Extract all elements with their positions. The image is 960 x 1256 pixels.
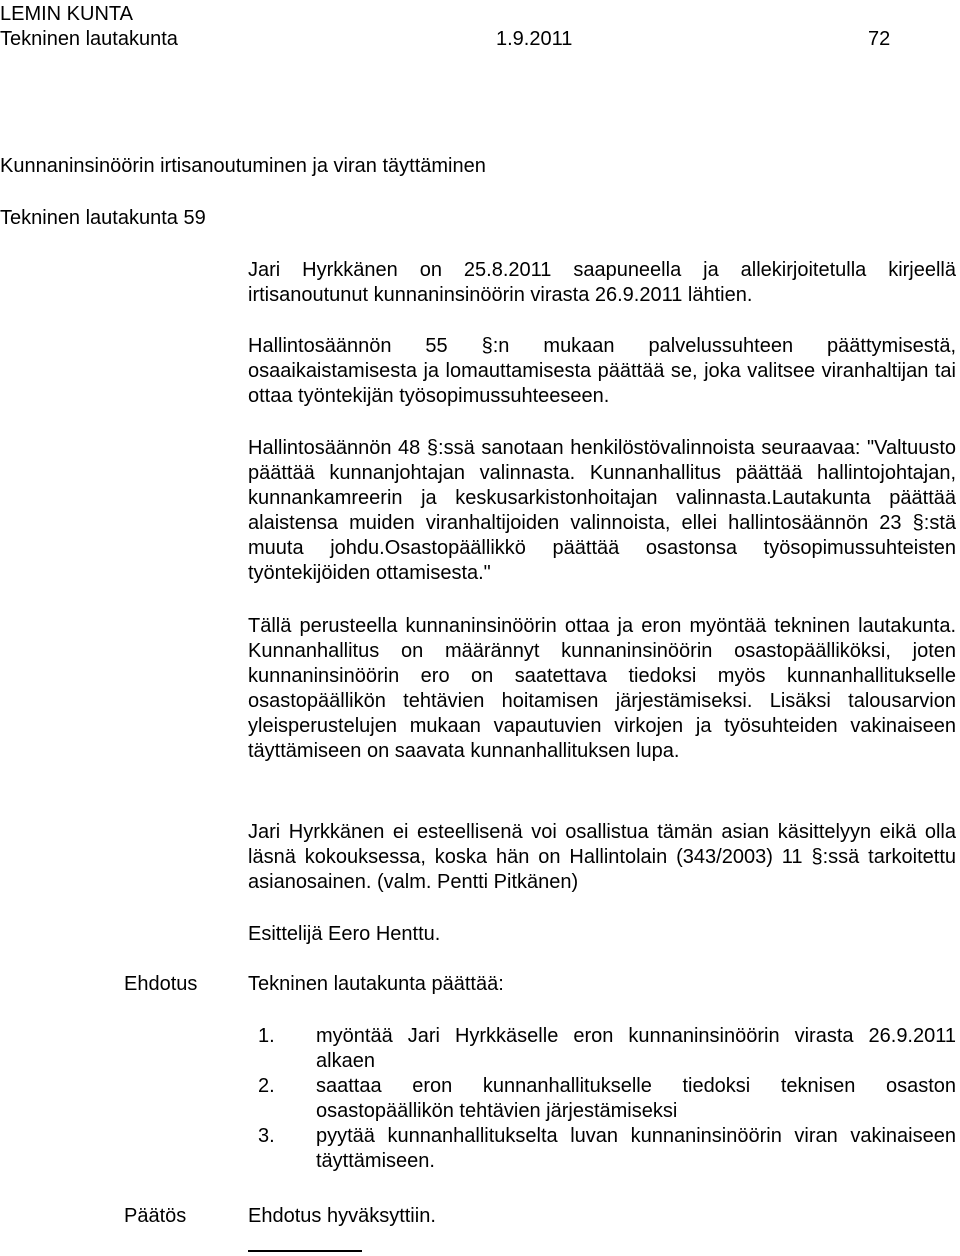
paragraph-rule-48: Hallintosäännön 48 §:ssä sanotaan henkilöstövalinnoista seuraavaa: "Valtuusto päättää kunnanjohtajan valinnasta. Kunnanhallitus päättää hallintojohtajan, kunnankamreerin ja keskusarkistonhoitajan valinnasta.Lautakunta päättää alaistensa muiden viranhaltijoiden valinnoista, ellei hallintosäännön 23 §:stä muuta johdu.Osastopäällikkö päättää osastonsa työsopimussuhteisten työntekijöiden ottamisesta." [248, 437, 956, 584]
municipality-name: LEMIN KUNTA [0, 3, 133, 25]
list-item-number: 3. [258, 1125, 275, 1147]
paragraph-resignation: Jari Hyrkkänen on 25.8.2011 saapuneella ja allekirjoitetulla kirjeellä irtisanoutunut kunnaninsinöörin virasta 26.9.2011 lähtien. [248, 259, 956, 306]
page-number: 72 [868, 28, 891, 50]
list-item-text: pyytää kunnanhallitukselta luvan kunnaninsinöörin viran vakinaiseen täyttämiseen. [316, 1125, 956, 1172]
proposal-intro: Tekninen lautakunta päättää: [248, 973, 504, 995]
decision-label: Päätös [124, 1205, 187, 1227]
proposal-list [248, 1024, 956, 1174]
paragraph-rule-55: Hallintosäännön 55 §:n mukaan palvelussuhteen päättymisestä, osaaikaistamisesta ja lomauttamisesta päättää se, joka valitsee viranhaltijan tai ottaa työntekijän työsopimussuhteeseen. [248, 335, 956, 407]
list-item [248, 1124, 956, 1174]
decision-text: Ehdotus hyväksyttiin. [248, 1205, 436, 1227]
section-reference: Tekninen lautakunta 59 [0, 207, 206, 229]
paragraph-disqualification: Jari Hyrkkänen ei esteellisenä voi osallistua tämän asian käsittelyyn eikä olla läsnä kokouksessa, koska hän on Hallintolain (343/2003) 11 §:ssä tarkoitettu asianosainen. (valm. Pentti Pitkänen) [248, 821, 956, 893]
list-item-text: myöntää Jari Hyrkkäselle eron kunnaninsinöörin virasta 26.9.2011 alkaen [316, 1025, 956, 1072]
page-title: Kunnaninsinöörin irtisanoutuminen ja viran täyttäminen [0, 155, 486, 177]
board-name: Tekninen lautakunta [0, 28, 178, 50]
list-item [248, 1024, 956, 1074]
list-item-text: saattaa eron kunnanhallitukselle tiedoksi teknisen osaston osastopäällikön tehtävien järjestämiseksi [316, 1075, 956, 1122]
paragraph-presenter: Esittelijä Eero Henttu. [248, 923, 441, 945]
paragraph-basis: Tällä perusteella kunnaninsinöörin ottaa ja eron myöntää tekninen lautakunta. Kunnanhallitus on määrännyt kunnaninsinöörin osastopäälliköksi, joten kunnaninsinöörin ero on saatettava tiedoksi myös kunnanhallitukselle osastopäällikön tehtävien hoitamisen järjestämiseksi. Lisäksi talousarvion yleisperustelujen mukaan vapautuvien virkojen ja työsuhteiden vakinaiseen täyttämiseen on saavata kunnanhallituksen lupa. [248, 615, 956, 762]
list-item-number: 1. [258, 1025, 275, 1047]
list-item [248, 1074, 956, 1124]
meeting-date: 1.9.2011 [496, 28, 573, 50]
list-item-number: 2. [258, 1075, 275, 1097]
signature-rule [248, 1250, 362, 1252]
proposal-label: Ehdotus [124, 973, 198, 995]
